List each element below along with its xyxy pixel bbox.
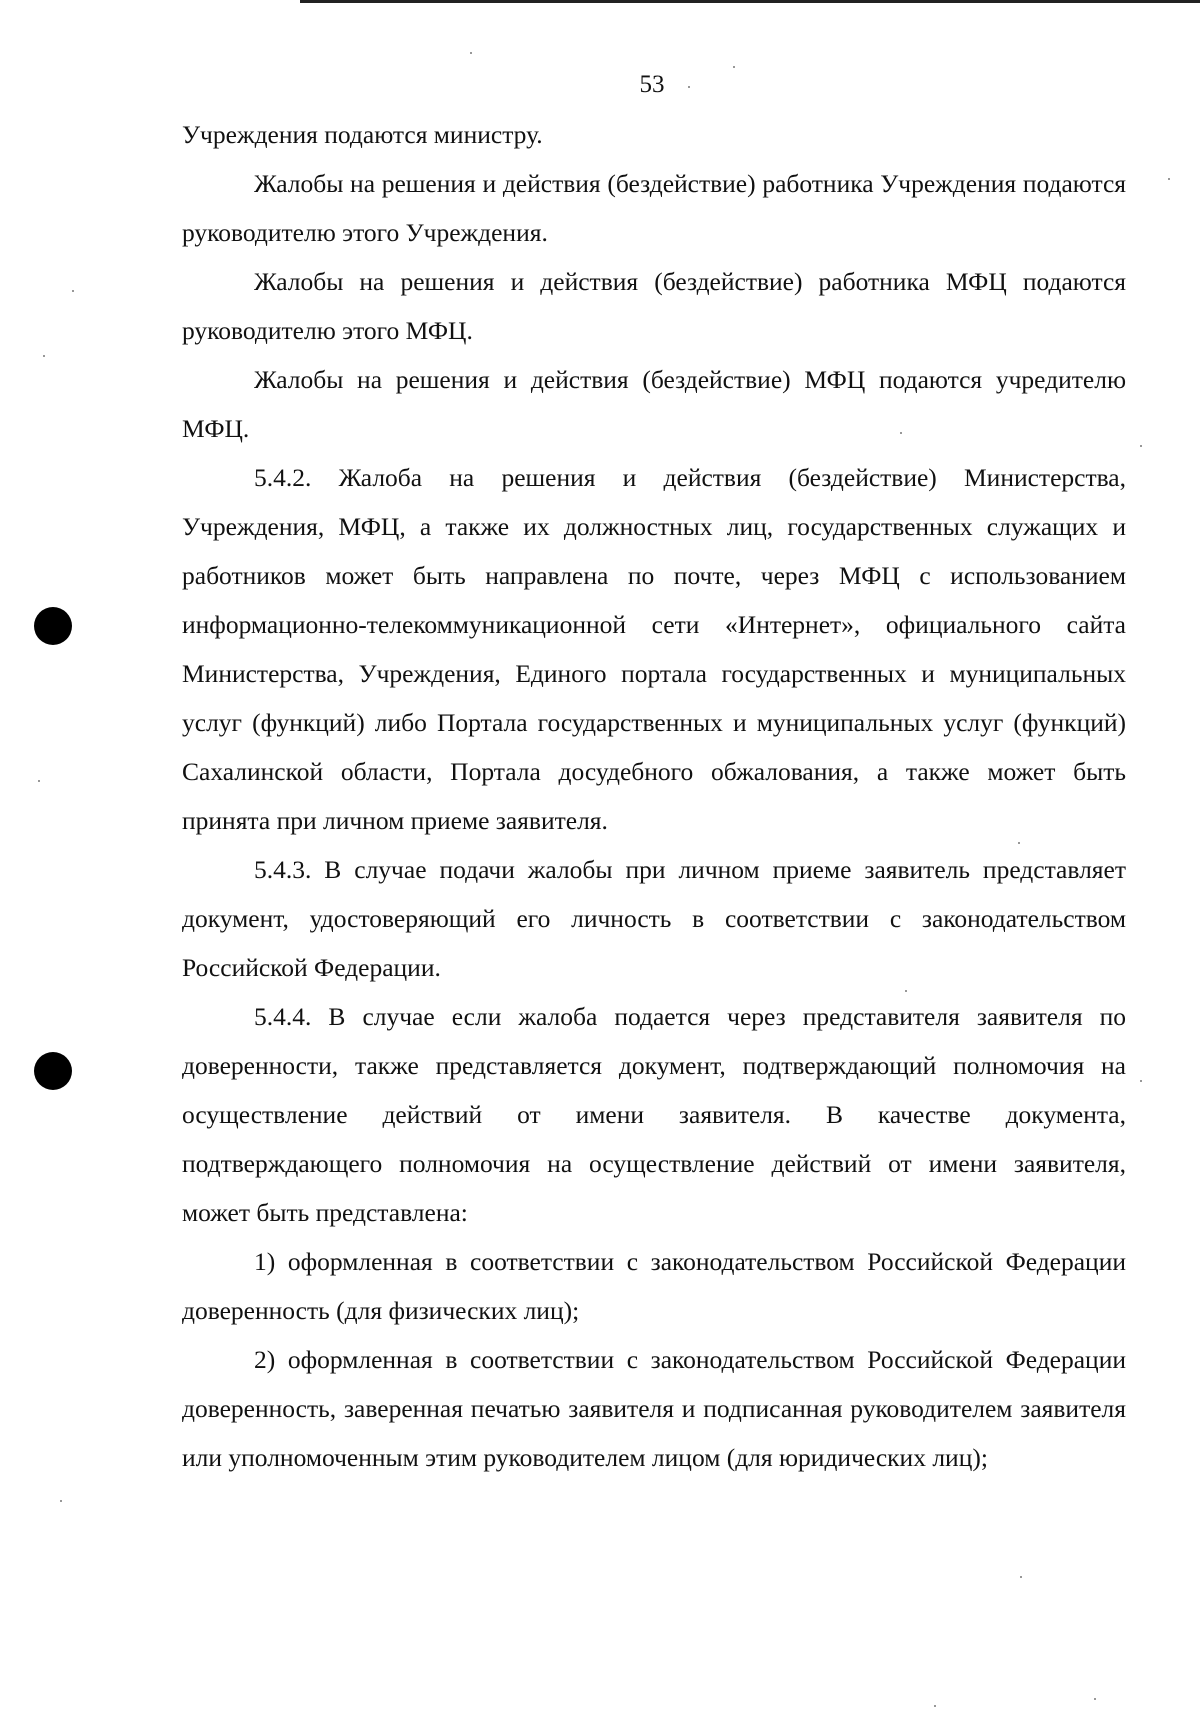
scan-speck	[1140, 445, 1142, 447]
paragraph-complaint-mfc: Жалобы на решения и действия (бездействие) МФЦ подаются учредителю МФЦ.	[182, 365, 1126, 443]
scan-speck	[72, 290, 74, 292]
list-item-1: 1) оформленная в соответствии с законодательством Российской Федерации доверенность (для физических лиц);	[182, 1247, 1126, 1325]
paragraph-complaint-institution-employee: Жалобы на решения и действия (бездействие) работника Учреждения подаются руководителю этого Учреждения.	[182, 169, 1126, 247]
scan-speck	[688, 86, 690, 88]
scan-speck	[38, 780, 40, 782]
paragraph-5-4-2: 5.4.2. Жалоба на решения и действия (бездействие) Министерства, Учреждения, МФЦ, а также их должностных лиц, государственных служащих и работников может быть направлена по почте, через МФЦ с использованием информационно-телекоммуникационной сети «Интернет», официального сайта Министерства, Учреждения, Единого портала государственных и муниципальных услуг (функций) либо Портала государственных и муниципальных услуг (функций) Сахалинской области, Портала досудебного обжалования, а также может быть принята при личном приеме заявителя.	[182, 463, 1126, 835]
scan-speck	[905, 990, 907, 992]
scan-speck	[1140, 1080, 1142, 1082]
scan-speck	[1018, 842, 1020, 844]
scan-speck	[1168, 178, 1170, 180]
document-body	[182, 110, 1126, 1482]
scan-speck	[900, 432, 902, 434]
paragraph-continuation: Учреждения подаются министру.	[182, 120, 543, 149]
paragraph-complaint-mfc-employee: Жалобы на решения и действия (бездействие) работника МФЦ подаются руководителю этого МФЦ.	[182, 267, 1126, 345]
scan-speck	[43, 355, 45, 357]
scan-speck	[60, 1500, 62, 1502]
paragraph-5-4-4: 5.4.4. В случае если жалоба подается через представителя заявителя по доверенности, также представляется документ, подтверждающий полномочия на осуществление действий от имени заявителя. В качестве документа, подтверждающего полномочия на осуществление действий от имени заявителя, может быть представлена:	[182, 1002, 1126, 1227]
list-item-2: 2) оформленная в соответствии с законодательством Российской Федерации доверенность, заверенная печатью заявителя и подписанная руководителем заявителя или уполномоченным этим руководителем лицом (для юридических лиц);	[182, 1345, 1126, 1472]
top-border-line	[300, 0, 1200, 3]
paragraph-5-4-3: 5.4.3. В случае подачи жалобы при личном приеме заявитель представляет документ, удостоверяющий его личность в соответствии с законодательством Российской Федерации.	[182, 855, 1126, 982]
punch-hole-icon	[34, 607, 72, 645]
page-number: 53	[639, 71, 665, 98]
scan-speck	[470, 52, 472, 54]
scan-speck	[1094, 1698, 1096, 1700]
scan-speck	[1020, 1576, 1022, 1578]
scan-speck	[934, 1705, 936, 1707]
punch-hole-icon	[34, 1052, 72, 1090]
scan-speck	[733, 66, 735, 68]
